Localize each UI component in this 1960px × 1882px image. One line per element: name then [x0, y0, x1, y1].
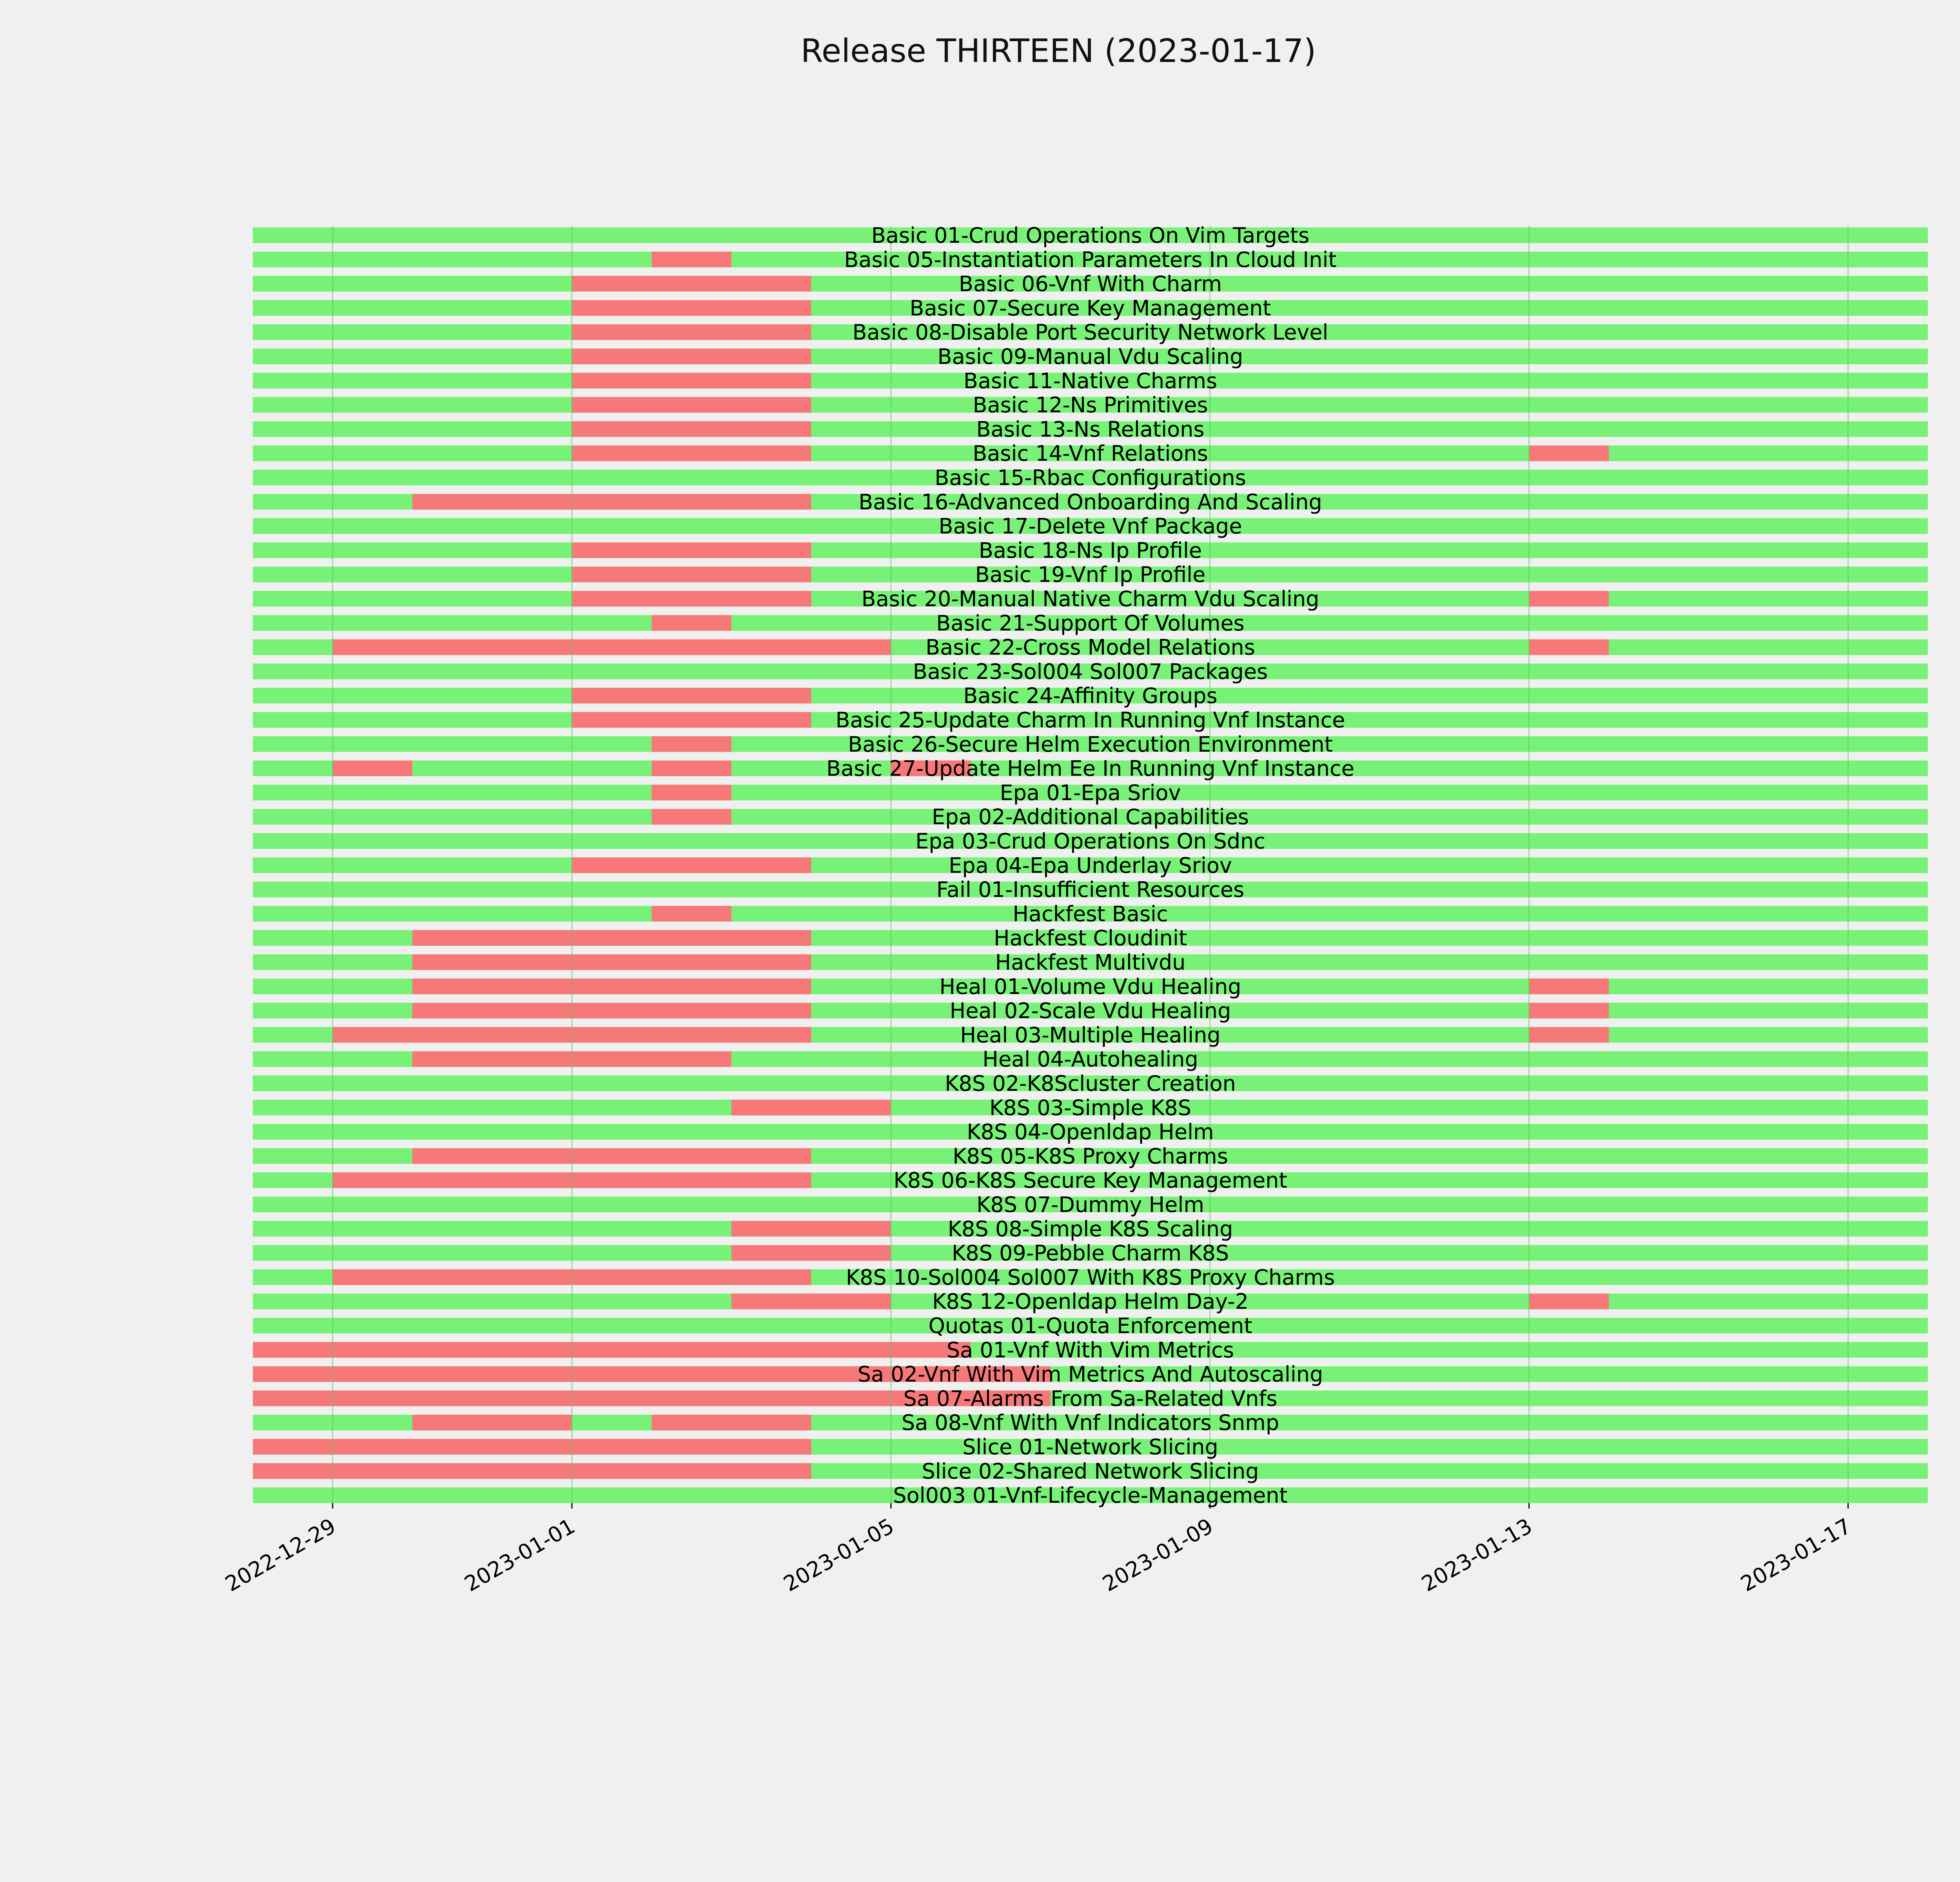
chart-title: Release THIRTEEN (2023-01-17)	[800, 33, 1316, 70]
fail-bar	[572, 397, 811, 413]
fail-bar	[731, 1293, 891, 1309]
row-label: Basic 08-Disable Port Security Network Level	[852, 320, 1328, 345]
fail-bar	[572, 542, 811, 558]
row-label: Basic 15-Rbac Configurations	[935, 465, 1246, 490]
fail-bar	[572, 712, 811, 728]
fail-bar	[1529, 1027, 1609, 1043]
row-label: Heal 01-Volume Vdu Healing	[939, 974, 1241, 999]
fail-bar	[572, 276, 811, 292]
fail-bar	[572, 324, 811, 340]
row-label: Slice 02-Shared Network Slicing	[922, 1459, 1259, 1484]
row-label: Sa 02-Vnf With Vim Metrics And Autoscaling	[857, 1362, 1323, 1387]
fail-bar	[412, 494, 811, 510]
row-label: Basic 17-Delete Vnf Package	[938, 514, 1242, 539]
row-label: Basic 22-Cross Model Relations	[926, 635, 1255, 660]
row-label: K8S 03-Simple K8S	[989, 1095, 1192, 1120]
row-label: Basic 19-Vnf Ip Profile	[975, 562, 1206, 587]
fail-bar	[412, 979, 811, 994]
fail-bar	[412, 1003, 811, 1019]
fail-bar	[572, 445, 811, 461]
fail-bar	[731, 1100, 891, 1115]
row-label: Heal 04-Autohealing	[982, 1047, 1198, 1072]
row-label: K8S 08-Simple K8S Scaling	[947, 1216, 1233, 1241]
fail-bar	[572, 421, 811, 437]
row-label: Sa 01-Vnf With Vim Metrics	[946, 1337, 1234, 1362]
row-label: Epa 02-Additional Capabilities	[932, 805, 1249, 830]
fail-bar	[253, 1463, 811, 1479]
row-label: K8S 12-Openldap Helm Day-2	[932, 1289, 1249, 1314]
x-tick-label: 2023-01-05	[779, 1513, 898, 1597]
row-label: Basic 12-Ns Primitives	[973, 392, 1208, 418]
fail-bar	[572, 591, 811, 607]
row-label: Hackfest Cloudinit	[993, 926, 1187, 951]
row-label: Slice 01-Network Slicing	[962, 1435, 1218, 1459]
fail-bar	[652, 761, 731, 776]
fail-bar	[572, 567, 811, 582]
row-label: Basic 14-Vnf Relations	[973, 441, 1208, 466]
row-label: Basic 26-Secure Helm Execution Environment	[848, 732, 1333, 757]
row-label: Fail 01-Insufficient Resources	[936, 877, 1245, 902]
fail-bar	[412, 1415, 572, 1430]
fail-bar	[1529, 1293, 1609, 1309]
row-label: Basic 09-Manual Vdu Scaling	[937, 344, 1243, 369]
row-label: K8S 10-Sol004 Sol007 With K8S Proxy Charms	[846, 1265, 1335, 1290]
fail-bar	[572, 857, 811, 873]
fail-bar	[332, 639, 891, 655]
row-label: Epa 04-Epa Underlay Sriov	[949, 853, 1232, 878]
row-label: Basic 21-Support Of Volumes	[936, 610, 1245, 636]
fail-bar	[731, 1221, 891, 1237]
row-label: Basic 01-Crud Operations On Vim Targets	[871, 223, 1310, 248]
fail-bar	[1529, 445, 1609, 461]
fail-bar	[652, 252, 731, 267]
row-label: Basic 05-Instantiation Parameters In Cloud Init	[844, 247, 1337, 272]
fail-bar	[652, 785, 731, 800]
row-label: Sa 07-Alarms From Sa-Related Vnfs	[903, 1386, 1278, 1411]
fail-bar	[572, 349, 811, 364]
fail-bar	[412, 954, 811, 970]
row-label: Hackfest Basic	[1013, 901, 1168, 926]
row-label: Basic 27-Update Helm Ee In Running Vnf Instance	[826, 756, 1354, 781]
fail-bar	[652, 1415, 811, 1430]
x-tick-label: 2023-01-09	[1098, 1513, 1218, 1597]
x-tick-label: 2023-01-13	[1417, 1513, 1537, 1597]
fail-bar	[572, 373, 811, 389]
fail-bar	[652, 615, 731, 631]
row-label: Hackfest Multivdu	[995, 950, 1186, 975]
x-tick-label: 2023-01-17	[1736, 1513, 1856, 1597]
row-label: Basic 11-Native Charms	[963, 368, 1218, 393]
row-label: K8S 09-Pebble Charm K8S	[951, 1241, 1229, 1266]
fail-bar	[572, 688, 811, 703]
fail-bar	[332, 761, 412, 776]
x-tick-label: 2022-12-29	[221, 1513, 340, 1597]
row-label: Epa 01-Epa Sriov	[1000, 780, 1181, 805]
fail-bar	[1529, 979, 1609, 994]
fail-bar	[412, 930, 811, 946]
fail-bar	[253, 1342, 971, 1358]
fail-bar	[1529, 639, 1609, 655]
row-label: K8S 02-K8Scluster Creation	[945, 1071, 1236, 1096]
fail-bar	[572, 300, 811, 316]
row-label: Basic 24-Affinity Groups	[963, 683, 1218, 708]
row-label: Sa 08-Vnf With Vnf Indicators Snmp	[901, 1410, 1279, 1435]
fail-bar	[1529, 1003, 1609, 1019]
fail-bar	[1529, 591, 1609, 607]
row-label: Basic 23-Sol004 Sol007 Packages	[913, 659, 1268, 684]
fail-bar	[253, 1439, 811, 1455]
row-label: Quotas 01-Quota Enforcement	[928, 1313, 1252, 1338]
row-label: Sol003 01-Vnf-Lifecycle-Management	[893, 1483, 1288, 1508]
fail-bar	[731, 1245, 891, 1261]
row-label: K8S 04-Openldap Helm	[967, 1119, 1214, 1144]
row-label: Basic 18-Ns Ip Profile	[978, 538, 1202, 563]
fail-bar	[412, 1148, 811, 1164]
row-label: Basic 07-Secure Key Management	[909, 296, 1271, 321]
row-label: K8S 06-K8S Secure Key Management	[893, 1168, 1287, 1193]
row-label: Basic 06-Vnf With Charm	[958, 271, 1222, 296]
fail-bar	[652, 809, 731, 825]
fail-bar	[652, 736, 731, 752]
row-label: K8S 05-K8S Proxy Charms	[953, 1144, 1228, 1169]
row-label: Epa 03-Crud Operations On Sdnc	[915, 829, 1265, 854]
fail-bar	[652, 906, 731, 921]
row-label: Basic 13-Ns Relations	[976, 417, 1205, 442]
row-label: Heal 02-Scale Vdu Healing	[949, 998, 1231, 1023]
row-label: K8S 07-Dummy Helm	[976, 1192, 1204, 1217]
row-label: Heal 03-Multiple Healing	[960, 1023, 1221, 1048]
row-label: Basic 20-Manual Native Charm Vdu Scaling	[861, 587, 1319, 611]
row-label: Basic 25-Update Charm In Running Vnf Instance	[835, 708, 1345, 732]
x-tick-label: 2023-01-01	[460, 1513, 579, 1597]
row-label: Basic 16-Advanced Onboarding And Scaling	[858, 489, 1322, 514]
